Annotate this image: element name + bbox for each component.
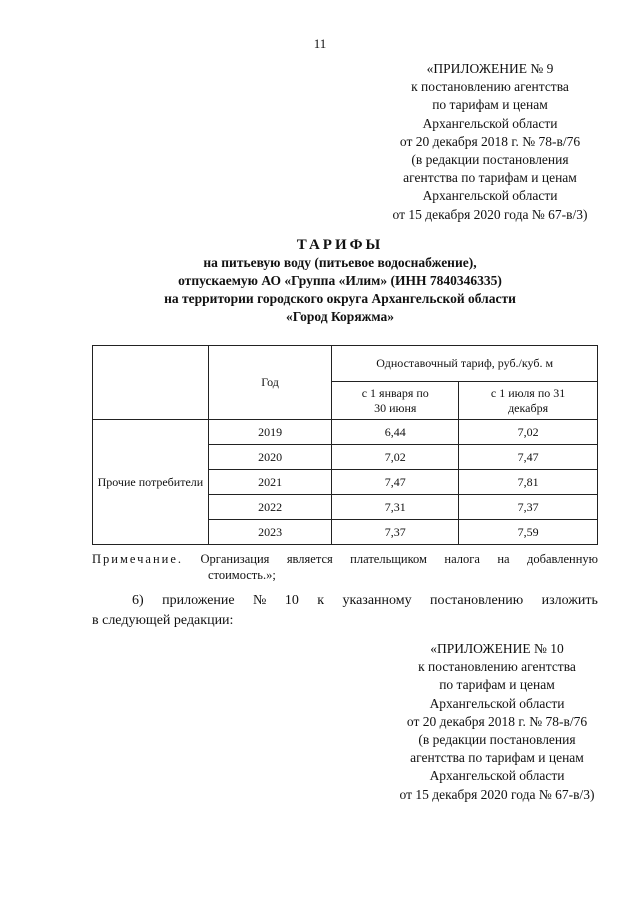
tariff-title [80,236,600,326]
item-word: № [253,593,267,608]
tariff-cell: 7,47 [459,445,598,470]
year-cell: 2022 [208,495,332,520]
header-period-2: с 1 июля по 31 декабря [459,382,598,420]
appendix-10-line: агентства по тарифам и ценам [410,750,584,766]
item-word: приложение [162,593,235,608]
tariff-cell: 7,31 [332,495,459,520]
appendix-9-header [360,60,620,224]
note-label: Примечание. [92,552,184,566]
item-word: указанному [342,593,412,608]
appendix-9-line: Архангельской области [422,115,558,131]
appendix-10-line: от 15 декабря 2020 года № 67-в/3) [399,786,595,802]
table-empty-header [93,346,209,420]
note-word: на [497,552,510,566]
year-cell: 2023 [208,520,332,545]
appendix-9-line: «ПРИЛОЖЕНИЕ № 9 [426,61,554,76]
consumer-cell: Прочие потребители [93,420,209,545]
appendix-10-header [372,640,622,804]
appendix-9-line: от 20 декабря 2018 г. № 78-в/76 [399,133,581,149]
appendix-10-line: (в редакции постановления [418,732,576,748]
header-period-1: с 1 января по 30 июня [332,382,459,420]
appendix-10-line: по тарифам и ценам [439,677,555,693]
tariff-title-line: на территории городского округа Архангельской области [164,291,516,306]
tariff-cell: 7,37 [332,520,459,545]
appendix-10-line: «ПРИЛОЖЕНИЕ № 10 [430,641,564,656]
paragraph-item-6 [92,591,598,631]
tariff-title-line: на питьевую воду (питьевое водоснабжение), [203,255,477,270]
item-line-2: в следующей редакции: [92,613,234,628]
tariff-cell: 6,44 [332,420,459,445]
note-word: Организация [200,552,270,566]
note-word: плательщиком [350,552,427,566]
year-cell: 2020 [208,445,332,470]
appendix-9-line: по тарифам и ценам [432,97,548,113]
appendix-9-line: к постановлению агентства [411,79,569,95]
tariff-heading: ТАРИФЫ [296,237,384,253]
tariff-cell: 7,02 [459,420,598,445]
year-cell: 2019 [208,420,332,445]
table-note [92,551,598,583]
note-word: добавленную [526,552,598,566]
tariff-cell: 7,37 [459,495,598,520]
tariff-title-line: отпускаемую АО «Группа «Илим» (ИНН 7840346335) [178,273,502,288]
note-line-2: стоимость.»; [208,568,276,582]
appendix-9-line: Архангельской области [422,188,558,204]
appendix-10-line: Архангельской области [429,768,565,784]
appendix-10-line: к постановлению агентства [418,659,576,675]
appendix-9-line: (в редакции постановления [411,152,569,168]
header-tariff: Одноставочный тариф, руб./куб. м [332,346,598,382]
note-word: является [286,552,333,566]
appendix-9-line: агентства по тарифам и ценам [403,170,577,186]
appendix-10-line: Архангельской области [429,695,565,711]
appendix-9-line: от 15 декабря 2020 года № 67-в/3) [392,206,588,222]
tariff-table [92,345,598,545]
page-number: 11 [313,36,327,51]
year-cell: 2021 [208,470,332,495]
tariff-cell: 7,81 [459,470,598,495]
item-word: изложить [541,593,598,608]
appendix-10-line: от 20 декабря 2018 г. № 78-в/76 [406,713,588,729]
item-word: 6) [132,593,144,608]
item-word: к [317,593,325,608]
tariff-cell: 7,02 [332,445,459,470]
tariff-title-line: «Город Коряжма» [285,309,395,324]
tariff-cell: 7,59 [459,520,598,545]
item-word: постановлению [430,593,524,608]
tariff-cell: 7,47 [332,470,459,495]
table-row [93,420,598,445]
item-word: 10 [284,593,299,608]
header-year: Год [208,346,332,420]
note-word: налога [444,552,480,566]
